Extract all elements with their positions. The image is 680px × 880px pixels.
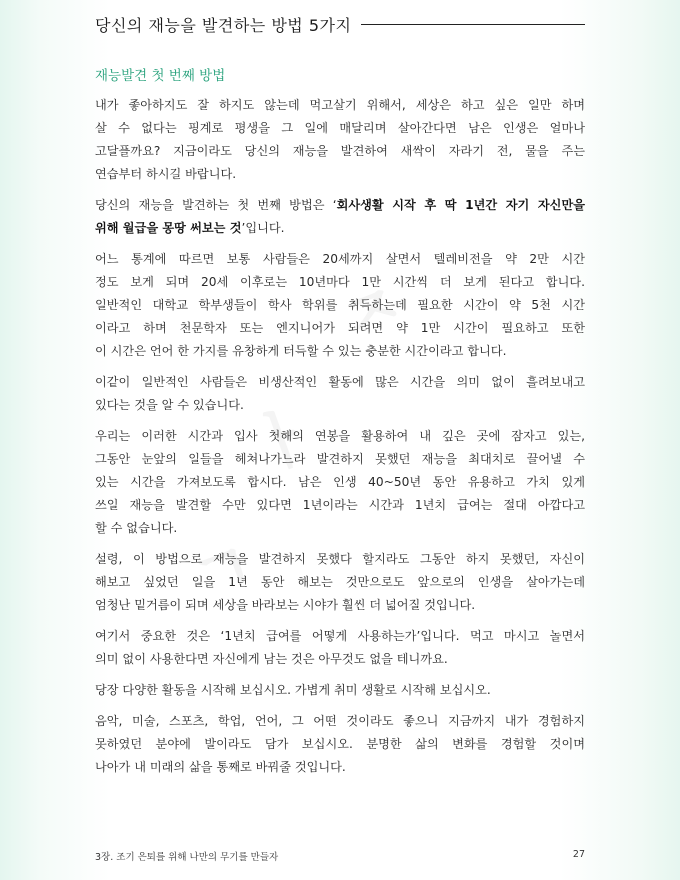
text-line: 여기서 중요한 것은 ‘1년치 급여를 어떻게 사용하는가’입니다. 먹고 마시고 놀면서 [95,629,585,643]
chapter-title: 3장. 조기 은퇴를 위해 나만의 무기를 만들자 [95,852,279,863]
text-line: 정도 보게 되며 20세 이후로는 10년마다 1만 시간씩 더 보게 된다고 합니다. [95,275,585,289]
emphasis-text: 위해 월급을 몽땅 써보는 것 [95,221,242,235]
text-line: 이 시간은 언어 한 가지를 유창하게 터득할 수 있는 충분한 시간이라고 합니다. [95,344,507,358]
title-rule [361,24,585,25]
text-line: 우리는 이러한 시간과 입사 첫해의 연봉을 활용하여 내 깊은 곳에 잠자고 있는, [95,429,585,443]
text-span: 당신의 재능을 발견하는 첫 번째 방법은 ‘ [95,198,337,212]
text-line: 음악, 미술, 스포츠, 학업, 언어, 그 어떤 것이라도 좋으니 지금까지 내가 경험하지 [95,714,585,728]
text-line [95,217,585,240]
text-line: 해보고 싶었던 일을 1년 동안 해보는 것만으로도 앞으로의 인생을 살아가는데 [95,575,585,589]
text-line: 내가 좋아하지도 잘 하지도 않는데 먹고살기 위해서, 세상은 하고 싶은 일만 하며 [95,98,585,112]
text-line: 엄청난 밑거름이 되며 세상을 바라보는 시야가 훨씬 더 넓어질 것입니다. [95,598,476,612]
text-line: 설령, 이 방법으로 재능을 발견하지 못했다 할지라도 그동안 하지 못했던, 자신이 [95,552,585,566]
text-line: 그동안 눈앞의 일들을 헤쳐나가느라 발견하지 못했던 재능을 최대치로 끌어낼 수 [95,452,585,466]
paragraph [95,371,585,417]
section-heading: 재능발견 첫 번째 방법 [95,68,226,84]
text-line: 일반적인 대학교 학부생들이 학사 학위를 취득하는데 필요한 시간이 약 5천 시간 [95,298,585,312]
text-line: 있다는 것을 알 수 있습니다. [95,398,244,412]
paragraph [95,94,585,186]
paragraph-first-method [95,194,585,240]
paragraph [95,679,585,702]
text-span: ’입니다. [241,221,285,235]
paragraph [95,548,585,617]
page-title: 당신의 재능을 발견하는 방법 5가지 [95,15,352,35]
body-text [95,94,585,787]
text-line: 못하였던 분야에 발이라도 담가 보십시오. 분명한 삶의 변화를 경험할 것이며 [95,737,585,751]
paragraph [95,625,585,671]
page-number: 27 [572,849,585,860]
text-line: 연습부터 하시길 바랍니다. [95,167,237,181]
text-line: 이같이 일반적인 사람들은 비생산적인 활동에 많은 시간을 의미 없이 흘려보내고 [95,375,585,389]
page-footer [95,849,585,863]
paragraph [95,710,585,779]
text-line: 의미 없이 사용한다면 자신에게 남는 것은 아무것도 없을 테니까요. [95,652,448,666]
text-line: 고달플까요? 지금이라도 당신의 재능을 발견하여 새싹이 자라기 전, 물을 주는 [95,144,585,158]
paragraph [95,248,585,363]
text-line: 당장 다양한 활동을 시작해 보십시오. 가볍게 취미 생활로 시작해 보십시오. [95,683,491,697]
text-line: 있는 시간을 가져보도록 합시다. 남은 인생 40~50년 동안 유용하고 가치 있게 [95,475,585,489]
text-line: 할 수 없습니다. [95,521,178,535]
paragraph [95,425,585,540]
text-line: 어느 통계에 따르면 보통 사람들은 20세까지 살면서 텔레비전을 약 2만 시간 [95,252,585,266]
text-line: 나아가 내 미래의 삶을 통째로 바꿔줄 것입니다. [95,760,346,774]
text-line: 이라고 하며 천문학자 또는 엔지니어가 되려면 약 1만 시간이 필요하고 또한 [95,321,585,335]
emphasis-text: 회사생활 시작 후 딱 1년간 자기 자신만을 [336,198,585,212]
text-line: 쓰일 재능을 발견할 수만 있다면 1년이라는 시간과 1년치 급여는 절대 아깝다고 [95,498,585,512]
page-header [95,12,585,36]
text-line: 살 수 없다는 핑계로 평생을 그 일에 매달리며 살아간다면 남은 인생은 얼마나 [95,121,585,135]
text-line [95,194,585,217]
